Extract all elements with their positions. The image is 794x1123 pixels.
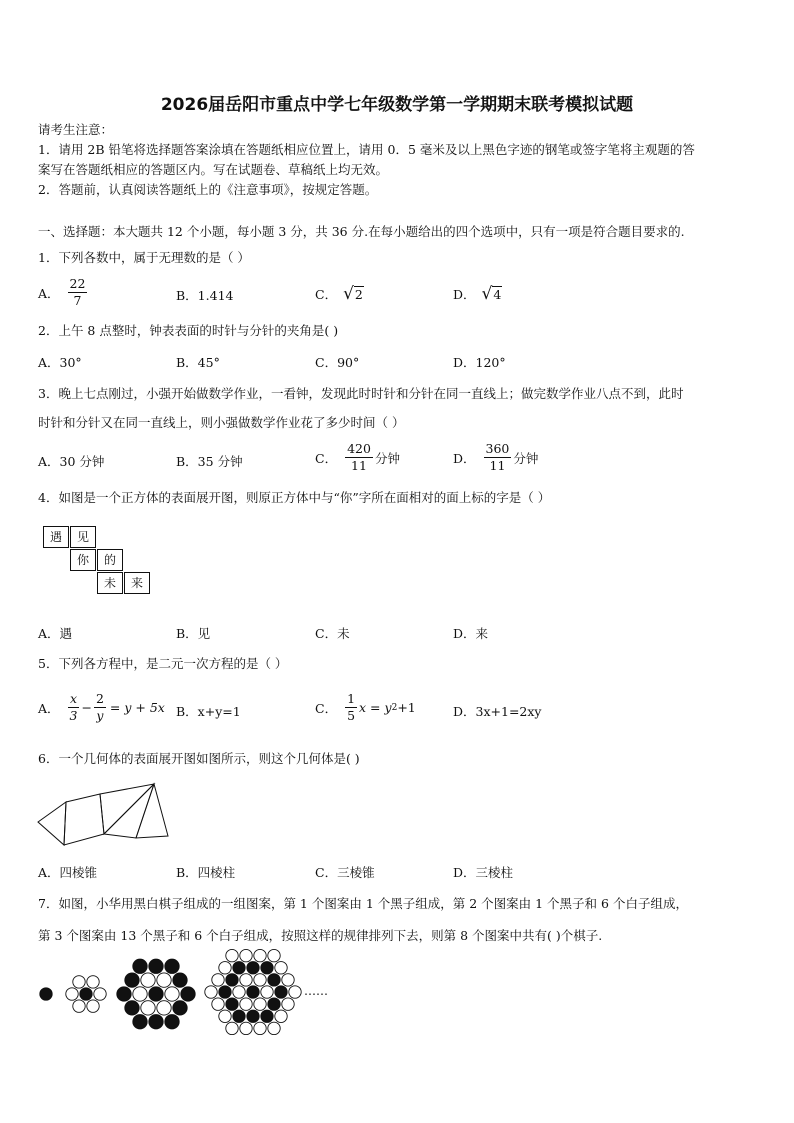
stone-p4 (254, 1022, 266, 1034)
q5-c-label: C． (315, 700, 338, 716)
stone-p4 (282, 974, 294, 986)
stone-p4 (275, 962, 287, 974)
q1-a-fraction (68, 276, 88, 309)
q5-a-rest: = y + 5x (109, 700, 165, 715)
q3-stem-line-2: 时针和分针又在同一直线上，则小强做数学作业花了多少时间（ ） (38, 415, 405, 430)
stone-p3 (157, 1001, 171, 1015)
q1-a-label: A． (38, 285, 60, 301)
q5-option-b[interactable]: B．x+y=1 (176, 704, 241, 719)
stone-p4 (268, 998, 280, 1010)
q3-option-d[interactable] (453, 441, 538, 474)
stone-p4 (219, 962, 231, 974)
q5-a-num-2: 2 (95, 691, 104, 706)
stone-p4 (254, 998, 266, 1010)
q5-c-tail: +1 (397, 700, 416, 715)
stone-p4 (247, 962, 259, 974)
stone-p4 (240, 1022, 252, 1034)
q5-a-fraction-2 (94, 691, 106, 724)
stone-p3 (141, 973, 155, 987)
q6-option-a[interactable]: A．四棱锥 (38, 865, 98, 880)
q3-c-fraction (345, 441, 373, 474)
notice-item-2: 2．答题前，认真阅读答题纸上的《注意事项》，按规定答题。 (38, 182, 378, 197)
q3-option-b[interactable]: B．35 分钟 (176, 454, 243, 469)
q6-option-b[interactable]: B．四棱柱 (176, 865, 236, 880)
q6-stem: 6．一个几何体的表面展开图如图所示，则这个几何体是( ) (38, 751, 360, 766)
q1-c-sqrt: √ 2 (343, 284, 363, 304)
q2-option-d[interactable]: D．120° (453, 355, 506, 370)
stone-p3 (165, 1015, 179, 1029)
q2-option-c[interactable]: C．90° (315, 355, 360, 370)
stone-p4 (219, 1010, 231, 1022)
notice-heading: 请考生注意： (38, 122, 114, 137)
q5-option-c[interactable] (315, 691, 416, 724)
notice-item-1-line-1: 1．请用 2B 铅笔将选择题答案涂填在答题纸相应位置上，请用 0．5 毫米及以上黑色字迹的钢笔或签字笔将主观题的答 (38, 142, 695, 157)
stone-p3 (125, 1001, 139, 1015)
q5-a-den-2: y (96, 708, 104, 723)
q1-d-radicand: 4 (493, 287, 502, 302)
q3-c-numerator: 420 (347, 441, 371, 456)
stone-p4 (240, 998, 252, 1010)
stone-p4 (268, 1022, 280, 1034)
q1-c-label: C． (315, 286, 338, 302)
q1-a-numerator: 22 (69, 276, 86, 291)
net-cell-5: 未 (97, 572, 123, 594)
stone-p2 (87, 1000, 99, 1012)
stone-p4 (240, 974, 252, 986)
q3-stem-line-1: 3．晚上七点刚过，小强开始做数学作业，一看钟，发现此时时针和分针在同一直线上；做完数学作业八点不到，此时 (38, 386, 684, 401)
stone-p4 (212, 998, 224, 1010)
q5-stem: 5．下列各方程中，是二元一次方程的是（ ） (38, 656, 288, 671)
stone-p3 (157, 973, 171, 987)
page-title: 2026届岳阳市重点中学七年级数学第一学期期末联考模拟试题 (160, 95, 634, 115)
net-cell-2: 见 (70, 526, 96, 548)
stone-p4 (261, 986, 273, 998)
q3-d-numerator: 360 (485, 441, 510, 456)
pyramid-net-diagram (36, 780, 171, 850)
q3-d-denominator: 11 (489, 458, 506, 473)
q4-option-c[interactable]: C．未 (315, 626, 350, 641)
q1-option-b[interactable]: B．1.414 (176, 288, 234, 303)
net-cell-1: 遇 (43, 526, 69, 548)
stone-p4 (247, 986, 259, 998)
stone-p4 (254, 974, 266, 986)
q1-d-label: D． (453, 286, 476, 302)
q6-option-d[interactable]: D．三棱柱 (453, 865, 514, 880)
net-cell-6: 来 (124, 572, 150, 594)
q3-d-label: D． (453, 450, 476, 466)
stone-p3 (149, 1015, 163, 1029)
stone-p3 (133, 959, 147, 973)
stone-p4 (205, 986, 217, 998)
q5-c-denominator: 5 (347, 708, 356, 723)
q3-d-unit: 分钟 (513, 450, 539, 466)
q4-option-d[interactable]: D．来 (453, 626, 489, 641)
stone-p3 (125, 973, 139, 987)
q5-a-label: A． (38, 700, 60, 716)
stone-p4 (240, 949, 252, 961)
stone-p4 (261, 962, 273, 974)
q1-a-denominator: 7 (73, 293, 82, 308)
stone-p3 (149, 987, 163, 1001)
cube-net-diagram (43, 526, 163, 606)
stone-p3 (165, 959, 179, 973)
q5-c-fraction (345, 691, 357, 724)
q5-c-rest: x = y (359, 700, 392, 715)
section-heading: 一、选择题：本大题共 12 个小题，每小题 3 分，共 36 分.在每小题给出的四个选项中，只有一项是符合题目要求的. (38, 224, 685, 239)
q5-c-numerator: 1 (347, 691, 356, 706)
stone-p1 (40, 988, 52, 1000)
net-cell-4: 的 (97, 549, 123, 571)
stone-p4 (282, 998, 294, 1010)
q5-a-num-1: x (69, 691, 78, 706)
stone-p3 (117, 987, 131, 1001)
stone-p3 (149, 959, 163, 973)
stone-p4 (254, 949, 266, 961)
q5-option-d[interactable]: D．3x+1=2xy (453, 704, 542, 719)
q1-option-a[interactable] (38, 276, 89, 309)
stone-p4 (226, 998, 238, 1010)
q4-stem: 4．如图是一个正方体的表面展开图，则原正方体中与“你”字所在面相对的面上标的字是（ ） (38, 490, 551, 505)
q3-c-unit: 分钟 (374, 450, 400, 466)
stone-p3 (173, 973, 187, 987)
q1-stem: 1．下列各数中，属于无理数的是（ ） (38, 250, 250, 265)
q6-option-c[interactable]: C．三棱锥 (315, 865, 375, 880)
q7-stem-line-1: 7．如图，小华用黑白棋子组成的一组图案，第 1 个图案由 1 个黑子组成，第 2 个图案由 1 个黑子和 6 个白子组成， (38, 896, 688, 911)
q1-option-c[interactable] (315, 284, 364, 303)
stone-p4 (289, 986, 301, 998)
stone-p4 (233, 986, 245, 998)
stone-p4 (233, 962, 245, 974)
q2-stem: 2．上午 8 点整时，钟表表面的时针与分针的夹角是( ) (38, 323, 339, 338)
q5-c-exponent: 2 (391, 702, 398, 713)
stone-p4 (268, 974, 280, 986)
q2-option-a[interactable]: A．30° (38, 355, 82, 370)
stone-p4 (219, 986, 231, 998)
q5-a-den-1: 3 (69, 708, 78, 723)
q7-stem-line-2: 第 3 个图案由 13 个黑子和 6 个白子组成，按照这样的规律排列下去，则第 8 个图案中共有( )个棋子. (38, 928, 603, 943)
q3-option-a[interactable]: A．30 分钟 (38, 454, 105, 469)
q4-option-b[interactable]: B．见 (176, 626, 211, 641)
stone-p3 (141, 1001, 155, 1015)
q3-option-c[interactable] (315, 441, 400, 474)
q1-c-radicand: 2 (354, 287, 363, 302)
q2-option-b[interactable]: B．45° (176, 355, 220, 370)
stone-p4 (226, 949, 238, 961)
q1-option-d[interactable] (453, 284, 502, 303)
stone-p2 (66, 988, 78, 1000)
stone-p4 (226, 974, 238, 986)
stone-p4 (261, 1010, 273, 1022)
stone-p4 (226, 1022, 238, 1034)
q5-a-minus: − (81, 700, 92, 715)
net-triangle-left (38, 802, 66, 845)
stone-p3 (165, 987, 179, 1001)
q5-a-fraction-1 (68, 691, 80, 724)
q3-c-label: C． (315, 450, 338, 466)
stone-p4 (268, 949, 280, 961)
stone-p4 (275, 1010, 287, 1022)
stone-p3 (133, 1015, 147, 1029)
net-cell-3: 你 (70, 549, 96, 571)
stone-p2 (80, 988, 92, 1000)
pattern-ellipsis: …… (304, 984, 328, 998)
stone-p4 (275, 986, 287, 998)
stone-p4 (212, 974, 224, 986)
notice-item-1-line-2: 案写在答题纸相应的答题区内。写在试题卷、草稿纸上均无效。 (38, 162, 389, 177)
stone-p2 (73, 976, 85, 988)
net-square (64, 794, 104, 845)
stone-p3 (173, 1001, 187, 1015)
stone-p4 (247, 1010, 259, 1022)
q3-c-denominator: 11 (351, 458, 367, 473)
q3-d-fraction (484, 441, 512, 474)
stone-p4 (233, 1010, 245, 1022)
stone-p3 (133, 987, 147, 1001)
stone-p3 (181, 987, 195, 1001)
stone-p2 (87, 976, 99, 988)
q4-option-a[interactable]: A．遇 (38, 626, 73, 641)
stone-pattern-diagram (30, 948, 330, 1036)
q1-d-sqrt: √ 4 (481, 284, 502, 304)
q5-option-a[interactable] (38, 691, 165, 724)
stone-p2 (94, 988, 106, 1000)
net-triangle-3 (136, 784, 168, 838)
stone-p2 (73, 1000, 85, 1012)
